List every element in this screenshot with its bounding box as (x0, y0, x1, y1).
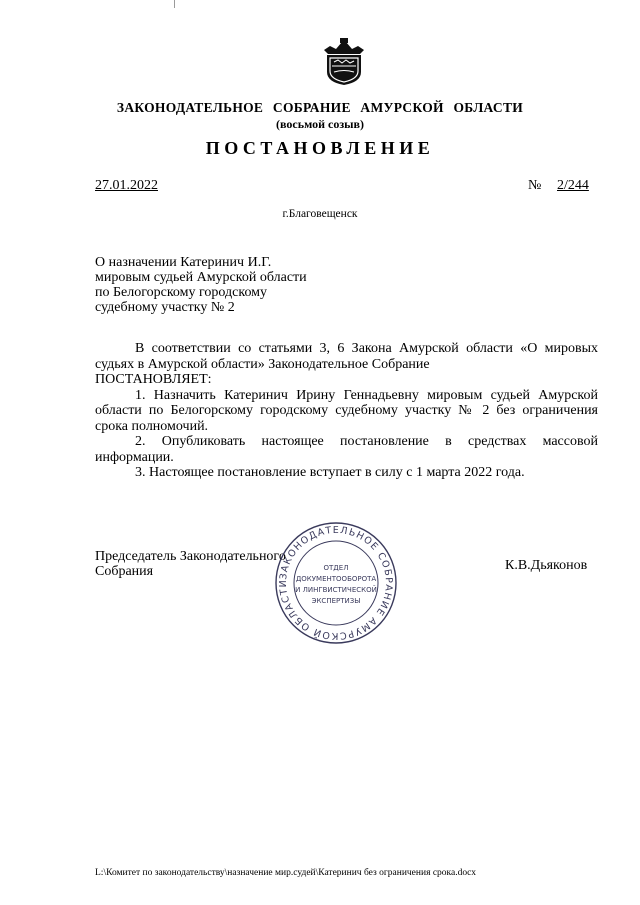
svg-text:ДОКУМЕНТООБОРОТА: ДОКУМЕНТООБОРОТА (295, 575, 377, 583)
official-stamp (273, 520, 399, 646)
body-text (95, 341, 598, 481)
city: г.Благовещенск (282, 208, 358, 220)
resolves-heading: ПОСТАНОВЛЯЕТ: (95, 372, 212, 387)
signatory-position (95, 549, 286, 579)
convocation: (восьмой созыв) (276, 117, 364, 131)
document-number: 2/244 (557, 178, 589, 193)
subject-line: мировым судьей Амурской области (95, 270, 307, 285)
svg-text:ЗАКОНОДАТЕЛЬНОЕ СОБРАНИЕ АМУРС: ЗАКОНОДАТЕЛЬНОЕ СОБРАНИЕ АМУРСКОЙ ОБЛАСТИ (277, 524, 395, 642)
signatory-name: К.В.Дьяконов (505, 558, 588, 573)
resolution-item: 3. Настоящее постановление вступает в силу с 1 марта 2022 года. (135, 465, 525, 480)
document-title: ПОСТАНОВЛЕНИЕ (205, 138, 435, 158)
preamble: В соответствии со статьями 3, 6 Закона Амурской области «О мировых судьях в Амурской области» Законодательное Собрание (95, 341, 598, 372)
resolution-item: 2. Опубликовать настоящее постановление в средствах массовой информации. (95, 434, 598, 465)
footer-file-path: L:\Комитет по законодательству\назначение мир.судей\Катеринич без ограничения срока.docx (95, 868, 477, 878)
resolution-item: 1. Назначить Катеринич Ирину Геннадьевну мировым судьей Амурской области по Белогорскому городскому судебному участку № 2 без ограничения срока полномочий. (95, 387, 598, 434)
subject-line: О назначении Катеринич И.Г. (95, 255, 272, 270)
svg-text:ЭКСПЕРТИЗЫ: ЭКСПЕРТИЗЫ (311, 597, 361, 605)
position-line: Председатель Законодательного (95, 549, 286, 564)
document-date: 27.01.2022 (95, 178, 158, 193)
scan-mark (174, 0, 175, 8)
position-line: Собрания (95, 564, 154, 579)
subject-line: судебному участку № 2 (95, 300, 235, 315)
subject-block (95, 255, 307, 315)
svg-text:ОТДЕЛ: ОТДЕЛ (323, 564, 349, 572)
number-label: № (528, 178, 542, 193)
coat-of-arms-icon (320, 36, 368, 86)
subject-line: по Белогорскому городскому (95, 285, 268, 300)
organization-name: ЗАКОНОДАТЕЛЬНОЕ СОБРАНИЕ АМУРСКОЙ ОБЛАСТИ (116, 100, 524, 115)
svg-text:И ЛИНГВИСТИЧЕСКОЙ: И ЛИНГВИСТИЧЕСКОЙ (295, 586, 377, 594)
